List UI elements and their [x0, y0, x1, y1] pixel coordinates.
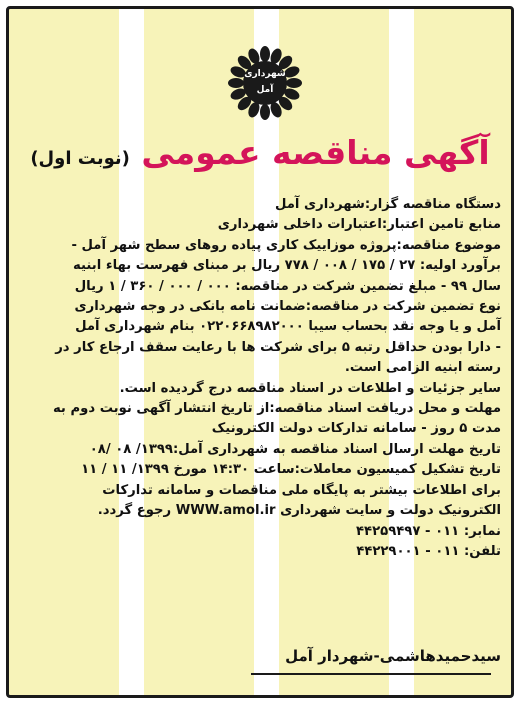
phone-label: تلفن: — [464, 543, 501, 559]
subject-label: موضوع مناقصه: — [396, 237, 501, 253]
subject-line2: برآورد اولیه: ۲۷ / ۱۷۵ / ۰۰۸ / ۷۷۸ ریال بر مبنای فهرست بهاء ابنیه — [73, 258, 501, 274]
title-sub: (نوبت اول) — [30, 148, 130, 169]
commission-row — [19, 460, 501, 480]
authority-value: شهرداری آمل — [275, 197, 365, 212]
notice-title — [29, 133, 491, 172]
info-line2-pre: الکترونیک دولت و سایت شهرداری — [280, 503, 501, 519]
funding-label: منابع تامین اعتبار: — [381, 217, 501, 233]
subject-line1: پروژه موزاییک کاری پیاده روهای سطح شهر آمل - — [71, 237, 397, 253]
logo-label-city-hall: شهرداری — [244, 69, 286, 79]
funding-row — [19, 215, 501, 235]
guarantee-line1: ضمانت نامه بانکی در وجه شهرداری — [74, 299, 306, 315]
deadline-label: مهلت و محل دریافت اسناد مناقصه: — [269, 401, 501, 417]
deadline-line2: مدت ۵ روز - سامانه تدارکات دولت الکترونیک — [211, 421, 501, 437]
info-line2-post: رجوع گردد. — [97, 503, 172, 519]
commission-value: ساعت ۱۴:۳۰ مورخ ۱۳۹۹/ ۱۱ / ۱۱ — [81, 462, 295, 478]
details-line: سایر جزئیات و اطلاعات در اسناد مناقصه درج گردیده است. — [119, 380, 501, 396]
phone-row — [19, 542, 501, 562]
commission-label: تاریخ تشکیل کمیسیون معاملات: — [294, 462, 501, 478]
fax-value: ۰۱۱ - ۴۴۲۵۹۴۹۷ — [356, 523, 460, 539]
guarantee-label: نوع تضمین شرکت در مناقصه: — [305, 299, 501, 315]
info-line2 — [19, 501, 501, 521]
deadline-row — [19, 399, 501, 419]
website-link[interactable]: WWW.amol.ir — [175, 503, 276, 519]
fax-label: نمابر: — [463, 523, 501, 539]
subject-row — [19, 236, 501, 256]
deadline-line1: از تاریخ انتشار آگهی نوبت دوم به — [52, 401, 270, 417]
signature-underline — [251, 673, 491, 675]
logo-emblem-icon — [227, 45, 303, 121]
guarantee-row — [19, 297, 501, 317]
title-main: آگهی مناقصه عمومی — [141, 133, 490, 172]
submit-row — [19, 440, 501, 460]
info-line1: برای اطلاعات بیشتر به پایگاه ملی مناقصات و سامانه تدارکات — [102, 482, 501, 498]
guarantee-line3: - دارا بودن حداقل رتبه ۵ برای شرکت ها با رعایت سقف ارجاع کار در — [55, 339, 501, 355]
logo-label-city: آمل — [256, 85, 274, 95]
notice-body — [19, 195, 501, 562]
guarantee-line2: آمل و یا وجه نقد بحساب سیبا ۰۲۲۰۶۶۸۹۸۲۰۰۰ بنام شهرداری آمل — [75, 319, 501, 335]
authority-row — [19, 195, 501, 215]
subject-line3: سال ۹۹ - مبلغ تضمین شرکت در مناقصه: ۰۰۰ / ۰۰۰ / ۳۶۰ / ۱ ریال — [74, 278, 501, 294]
submit-value: ۱۳۹۹/ ۰۸ /۰۸ — [89, 441, 173, 457]
phone-value: ۰۱۱ - ۴۴۲۲۹۰۰۱ — [356, 543, 460, 559]
funding-value: اعتبارات داخلی شهرداری — [217, 217, 382, 233]
fax-row — [19, 522, 501, 542]
submit-label: تاریخ مهلت ارسال اسناد مناقصه به شهرداری آمل: — [172, 441, 501, 457]
signature: سیدحمیدهاشمی-شهردار آمل — [285, 647, 501, 665]
authority-label: دستگاه مناقصه گزار: — [364, 197, 501, 212]
notice-frame — [6, 6, 514, 698]
guarantee-line4: رسته ابنیه الزامی است. — [344, 360, 501, 376]
municipality-logo — [227, 45, 303, 121]
